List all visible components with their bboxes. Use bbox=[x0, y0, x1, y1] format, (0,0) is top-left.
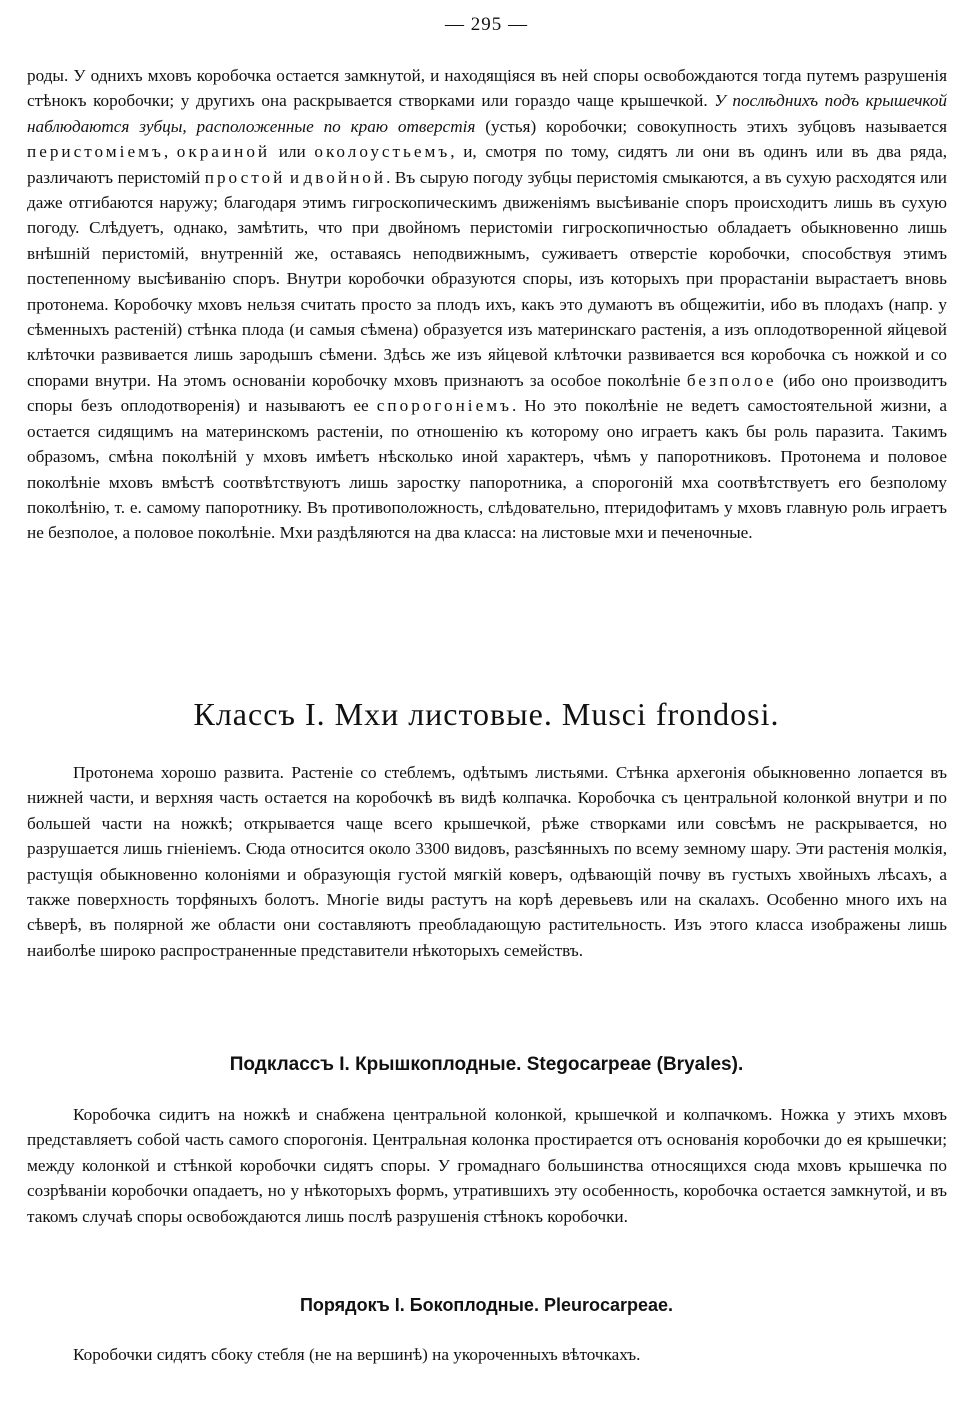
intro-segment: роды. У однихъ мховъ коробочка остается замкнутой, и находящіяся въ ней споры освобождаются тогда путемъ разрушенія стѣнокъ коробочки; у другихъ она раскрывается створками или гораздо чаще крышечкой. bbox=[27, 66, 947, 111]
page-number: — 295 — bbox=[445, 14, 528, 35]
class-heading: Классъ I. Мхи листовые. Musci frondosi. bbox=[193, 696, 780, 732]
intro-segment: (ибо оно производитъ споры безъ оплодотворенія) и называютъ ее bbox=[27, 370, 947, 416]
order-heading: Порядокъ I. Бокоплодные. Pleurocarpeae. bbox=[299, 1295, 674, 1315]
class-text: Протонема хорошо развита. Растеніе со стеблемъ, одѣтымъ листьями. Стѣнка архегонія обыкновенно лопается въ нижней части, и верхняя часть остается на коробочкѣ въ видѣ колпачка. Коробочка съ центральной колонкой внутри и по большей части на ножкѣ; открывается чаще всего крышечкой, рѣже створками или совсѣмъ не раскрывается, но разрушается лишь гніеніемъ. Сюда относится около 3300 видовъ, разсѣянныхъ по всему земному шару. Эти растенія молкія, растущія обыкновенно колоніями и образующія густой мягкій коверъ, одѣвающій почву въ густыхъ хвойныхъ лѣсахъ, а также поверхность торфяныхъ болотъ. Многіе виды растутъ на корѣ деревьевъ или на скалахъ. Особенно много ихъ на сѣверѣ, въ полярной же области они составляютъ преобладающую растительность. Изъ этого класса изображены лишь наиболѣе широко распространенные представители нѣкоторыхъ семействъ. bbox=[27, 763, 947, 960]
intro-segment: . Въ сырую погоду зубцы перистомія смыкаются, а въ сухую расходятся или даже отгибаются наружу; благодаря этимъ гигроскопическимъ движеніямъ высѣиваніе споръ происходитъ лишь въ сухую погоду. Слѣдуетъ, однако, замѣтить, что при двойномъ перистоміи гигроскопичностью обладаетъ обыкновенно лишь внѣшній перистомій, внутренній же, оставаясь неподвижнымъ, суживаетъ отверстіе коробочки, способствуя этимъ постепенному высѣиванію споръ. Внутри коробочки образуются споры, изъ которыхъ при прорастаніи вырастаетъ вновь протонема. Коробочку мховъ нельзя считать просто за плодъ ихъ, какъ это думаютъ въ общежитіи, ибо въ плодахъ (напр. у сѣменныхъ растеній) стѣнка плода (и самыя сѣмена) образуется изъ материнскаго растенія, а изъ оплодотворенной яйцевой клѣточки развивается лишь зародышъ сѣмени. Здѣсь же изъ яйцевой клѣточки развивается вся коробочка съ ножкой и со спорами внутри. На этомъ основаніи коробочку мховъ признаютъ за особое поколѣніе bbox=[27, 167, 947, 390]
intro-italic-segment: У послѣднихъ подъ крышечкой наблюдаются зубцы, расположенные по краю отверстія bbox=[27, 91, 948, 136]
term-peristome: перистоміемъ bbox=[27, 142, 164, 162]
intro-segment: и bbox=[285, 167, 304, 187]
subclass-text: Коробочка сидитъ на ножкѣ и снабжена центральной колонкой, крышечкой и колпачкомъ. Ножка у этихъ мховъ представляетъ собой часть самого спорогонія. Центральная колонка простирается отъ основанія коробочки до ея крышечки; между колонкой и стѣнкой коробочки сидятъ споры. У громаднаго большинства относящихся сюда мховъ крышечка по созрѣваніи коробочки опадаетъ, но у нѣкоторыхъ формъ, утратившихъ эту особенность, коробочка остается замкнутой, и въ такомъ случаѣ споры освобождаются лишь послѣ разрушенія стѣнокъ коробочки. bbox=[27, 1105, 947, 1226]
intro-segment: , bbox=[163, 142, 177, 162]
order-paragraph bbox=[27, 1342, 947, 1367]
term-okraina: окраиной bbox=[176, 142, 271, 162]
intro-paragraph bbox=[27, 63, 947, 546]
intro-segment: или bbox=[270, 142, 315, 162]
term-double: двойной bbox=[303, 167, 387, 187]
subclass-heading: Подклассъ I. Крышкоплодные. Stegocarpeae (Bryales). bbox=[229, 1054, 744, 1075]
intro-segment: . Но это поколѣніе не ведетъ самостоятельной жизни, а остается сидящимъ на материнскомъ растеніи, по отношенію къ которому оно играетъ какъ бы роль паразита. Такимъ образомъ, смѣна поколѣній у мховъ имѣетъ нѣсколько иной характеръ, чѣмъ у папоротниковъ. Протонема и половое поколѣніе мховъ вмѣстѣ соотвѣтствуютъ лишь заростку папоротника, а спорогоній мха соотвѣтствуетъ его безполому поколѣнію, т. е. самому папоротнику. Въ противоположность, слѣдовательно, птеридофитамъ у мховъ главную роль играетъ не безполое, а половое поколѣніе. Мхи раздѣляются на два класса: на листовые мхи и печеночные. bbox=[27, 396, 947, 543]
class-paragraph bbox=[27, 760, 947, 963]
intro-text bbox=[27, 63, 947, 546]
term-sporogonium: спорогоніемъ bbox=[376, 396, 512, 416]
term-simple: простой bbox=[204, 167, 286, 187]
intro-segment: , и, смотря по тому, сидятъ ли они въ одинъ или въ два ряда, различаютъ перистомій bbox=[27, 142, 947, 187]
intro-segment: (устья) коробочки; совокупность этихъ зубцовъ называется bbox=[475, 116, 947, 136]
subclass-paragraph bbox=[27, 1102, 947, 1229]
term-asexual: безполое bbox=[686, 370, 777, 390]
order-text: Коробочки сидятъ сбоку стебля (не на вершинѣ) на укороченныхъ вѣточкахъ. bbox=[73, 1345, 641, 1364]
term-okoloustie: околоустьемъ bbox=[314, 142, 451, 162]
